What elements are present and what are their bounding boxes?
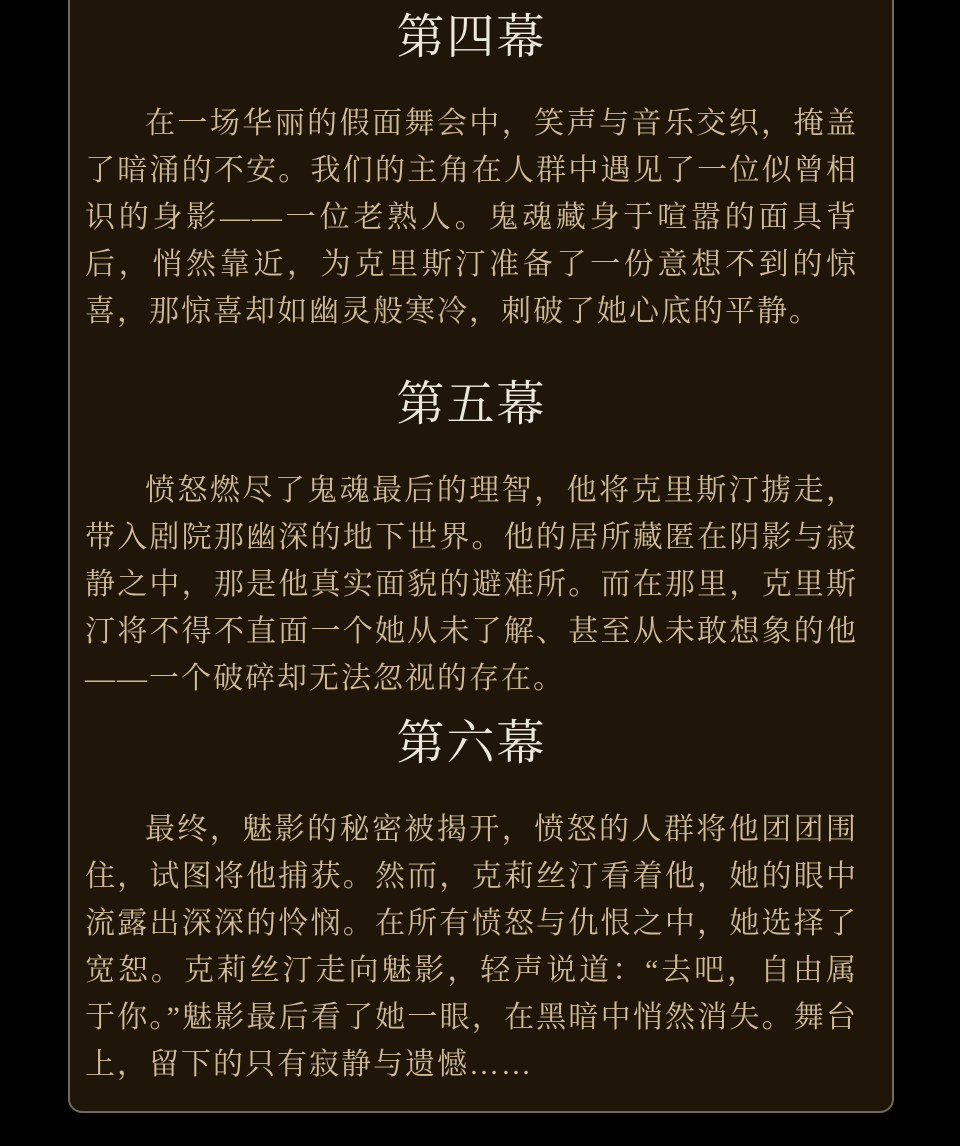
act-6-text: 最终，魅影的秘密被揭开，愤怒的人群将他团团围住，试图将他捕获。然而，克莉丝汀看着他，她的眼中流露出深深的怜悯。在所有愤怒与仇恨之中，她选择了宽恕。克莉丝汀走向魅影，轻声说道：“去吧，自由属于你。”魅影最后看了她一眼，在黑暗中悄然消失。舞台上，留下的只有寂静与遗憾……: [85, 813, 858, 1081]
act-4-text: 在一场华丽的假面舞会中，笑声与音乐交织，掩盖了暗涌的不安。我们的主角在人群中遇见了一位似曾相识的身影——一位老熟人。鬼魂藏身于喧嚣的面具背后，悄然靠近，为克里斯汀准备了一份意想不到的惊喜，那惊喜却如幽灵般寒冷，刺破了她心底的平静。: [85, 107, 858, 328]
act-4-title: 第四幕: [396, 11, 547, 64]
synopsis-card: [68, 0, 894, 1113]
act-6-title: 第六幕: [396, 717, 547, 770]
act-5-title: 第五幕: [396, 378, 547, 431]
act-5-text: 愤怒燃尽了鬼魂最后的理智，他将克里斯汀掳走，带入剧院那幽深的地下世界。他的居所藏匿在阴影与寂静之中，那是他真实面貌的避难所。而在那里，克里斯汀将不得不直面一个她从未了解、甚至从未敢想象的他——一个破碎却无法忽视的存在。: [85, 474, 858, 695]
